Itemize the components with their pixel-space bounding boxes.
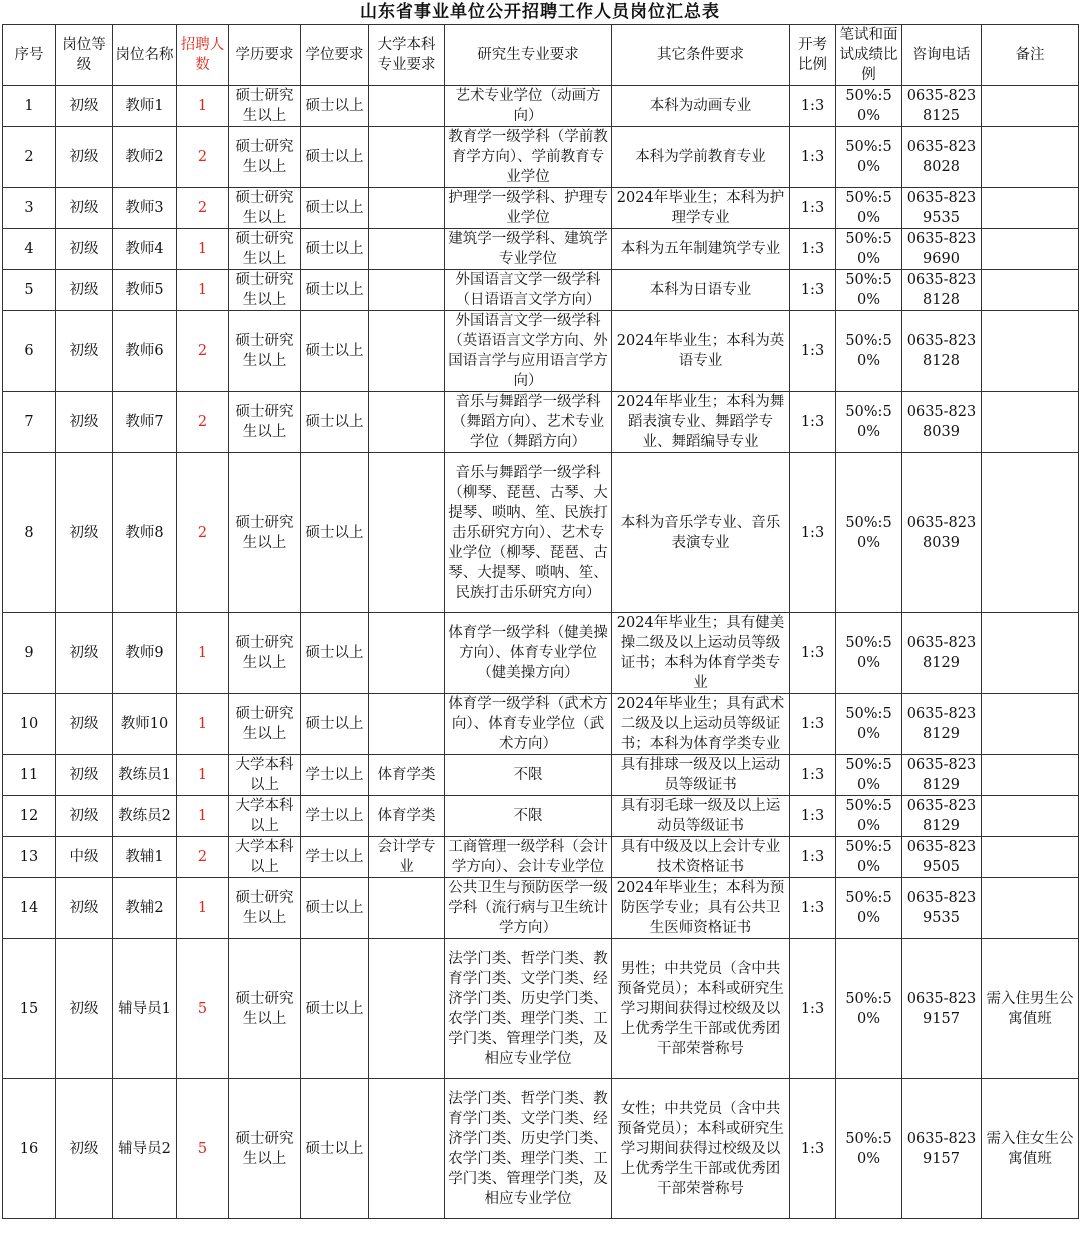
cell-exam-ratio: 1:3 [790, 86, 836, 127]
table-row [3, 694, 1079, 755]
cell-post-name: 教师7 [113, 392, 177, 453]
cell-postgrad-major: 外国语言文学一级学科（日语语言文学方向） [445, 270, 612, 311]
cell-count: 2 [177, 127, 229, 188]
cell-score-ratio: 50%:50% [836, 796, 902, 837]
cell-education: 硕士研究生以上 [229, 939, 301, 1079]
cell-exam-ratio: 1:3 [790, 694, 836, 755]
cell-degree: 硕士以上 [301, 878, 369, 939]
cell-no: 11 [3, 755, 56, 796]
cell-no: 6 [3, 311, 56, 392]
cell-level: 初级 [56, 270, 113, 311]
cell-degree: 硕士以上 [301, 1079, 369, 1219]
cell-note [982, 453, 1079, 613]
header-postgrad-major: 研究生专业要求 [445, 25, 612, 86]
cell-phone: 0635-8238028 [902, 127, 982, 188]
cell-other-conditions: 2024年毕业生；本科为预防医学专业；具有公共卫生医师资格证书 [612, 878, 790, 939]
cell-degree: 硕士以上 [301, 392, 369, 453]
cell-education: 硕士研究生以上 [229, 878, 301, 939]
cell-other-conditions: 女性；中共党员（含中共预备党员）；本科或研究生学习期间获得过校级及以上优秀学生干部或优秀团干部荣誉称号 [612, 1079, 790, 1219]
cell-note [982, 311, 1079, 392]
cell-education: 硕士研究生以上 [229, 188, 301, 229]
header-exam-ratio: 开考比例 [790, 25, 836, 86]
cell-postgrad-major: 法学门类、哲学门类、教育学门类、文学门类、经济学门类、历史学门类、农学门类、理学门类、工学门类、管理学门类，及相应专业学位 [445, 1079, 612, 1219]
cell-level: 初级 [56, 1079, 113, 1219]
cell-note [982, 796, 1079, 837]
cell-education: 硕士研究生以上 [229, 392, 301, 453]
cell-education: 大学本科以上 [229, 796, 301, 837]
cell-phone: 0635-8238129 [902, 755, 982, 796]
table-row [3, 392, 1079, 453]
cell-count: 2 [177, 188, 229, 229]
cell-education: 硕士研究生以上 [229, 229, 301, 270]
table-row [3, 613, 1079, 694]
cell-degree: 硕士以上 [301, 694, 369, 755]
cell-degree: 硕士以上 [301, 127, 369, 188]
cell-other-conditions: 2024年毕业生；本科为护理学专业 [612, 188, 790, 229]
header-degree: 学位要求 [301, 25, 369, 86]
cell-no: 2 [3, 127, 56, 188]
cell-postgrad-major: 音乐与舞蹈学一级学科（舞蹈方向）、艺术专业学位（舞蹈方向） [445, 392, 612, 453]
cell-other-conditions: 2024年毕业生；本科为英语专业 [612, 311, 790, 392]
cell-postgrad-major: 音乐与舞蹈学一级学科（柳琴、琵琶、古琴、大提琴、唢呐、笙、民族打击乐研究方向）、艺术专业学位（柳琴、琵琶、古琴、大提琴、唢呐、笙、民族打击乐研究方向） [445, 453, 612, 613]
cell-count: 1 [177, 796, 229, 837]
cell-undergrad-major [369, 694, 445, 755]
header-note: 备注 [982, 25, 1079, 86]
cell-undergrad-major: 会计学专业 [369, 837, 445, 878]
cell-note [982, 127, 1079, 188]
cell-phone: 0635-8239157 [902, 939, 982, 1079]
cell-exam-ratio: 1:3 [790, 613, 836, 694]
page-title: 山东省事业单位公开招聘工作人员岗位汇总表 [360, 2, 720, 22]
cell-level: 初级 [56, 694, 113, 755]
table-row [3, 311, 1079, 392]
cell-other-conditions: 具有中级及以上会计专业技术资格证书 [612, 837, 790, 878]
header-undergrad-major: 大学本科专业要求 [369, 25, 445, 86]
cell-exam-ratio: 1:3 [790, 229, 836, 270]
cell-no: 5 [3, 270, 56, 311]
cell-post-name: 教师4 [113, 229, 177, 270]
cell-postgrad-major: 不限 [445, 755, 612, 796]
cell-level: 初级 [56, 86, 113, 127]
cell-note [982, 613, 1079, 694]
cell-phone: 0635-8239535 [902, 878, 982, 939]
cell-exam-ratio: 1:3 [790, 755, 836, 796]
cell-education: 硕士研究生以上 [229, 694, 301, 755]
cell-phone: 0635-8239157 [902, 1079, 982, 1219]
cell-postgrad-major: 建筑学一级学科、建筑学专业学位 [445, 229, 612, 270]
cell-no: 10 [3, 694, 56, 755]
cell-undergrad-major [369, 311, 445, 392]
cell-level: 初级 [56, 878, 113, 939]
cell-level: 初级 [56, 453, 113, 613]
header-education: 学历要求 [229, 25, 301, 86]
table-header-row [3, 25, 1079, 86]
cell-postgrad-major: 公共卫生与预防医学一级学科（流行病与卫生统计学方向） [445, 878, 612, 939]
cell-postgrad-major: 法学门类、哲学门类、教育学门类、文学门类、经济学门类、历史学门类、农学门类、理学门类、工学门类、管理学门类，及相应专业学位 [445, 939, 612, 1079]
cell-note: 需入住女生公寓值班 [982, 1079, 1079, 1219]
cell-score-ratio: 50%:50% [836, 694, 902, 755]
table-row [3, 86, 1079, 127]
cell-post-name: 教师3 [113, 188, 177, 229]
cell-undergrad-major [369, 453, 445, 613]
cell-degree: 硕士以上 [301, 270, 369, 311]
cell-exam-ratio: 1:3 [790, 837, 836, 878]
cell-score-ratio: 50%:50% [836, 755, 902, 796]
cell-undergrad-major: 体育学类 [369, 755, 445, 796]
cell-score-ratio: 50%:50% [836, 188, 902, 229]
cell-post-name: 教师2 [113, 127, 177, 188]
cell-degree: 学士以上 [301, 755, 369, 796]
cell-count: 1 [177, 694, 229, 755]
cell-count: 5 [177, 1079, 229, 1219]
cell-count: 1 [177, 86, 229, 127]
cell-score-ratio: 50%:50% [836, 270, 902, 311]
cell-count: 5 [177, 939, 229, 1079]
cell-post-name: 教师8 [113, 453, 177, 613]
cell-post-name: 教师10 [113, 694, 177, 755]
cell-education: 硕士研究生以上 [229, 270, 301, 311]
cell-count: 1 [177, 755, 229, 796]
cell-note [982, 188, 1079, 229]
table-row [3, 270, 1079, 311]
cell-phone: 0635-8239505 [902, 837, 982, 878]
cell-note: 需入住男生公寓值班 [982, 939, 1079, 1079]
cell-exam-ratio: 1:3 [790, 796, 836, 837]
cell-note [982, 270, 1079, 311]
cell-count: 2 [177, 453, 229, 613]
cell-level: 中级 [56, 837, 113, 878]
cell-education: 硕士研究生以上 [229, 86, 301, 127]
cell-post-name: 教辅1 [113, 837, 177, 878]
table-row [3, 837, 1079, 878]
recruitment-table [2, 24, 1079, 1219]
cell-exam-ratio: 1:3 [790, 188, 836, 229]
cell-postgrad-major: 工商管理一级学科（会计学方向）、会计专业学位 [445, 837, 612, 878]
cell-undergrad-major [369, 1079, 445, 1219]
table-row [3, 453, 1079, 613]
cell-no: 4 [3, 229, 56, 270]
cell-phone: 0635-8238039 [902, 453, 982, 613]
cell-count: 1 [177, 613, 229, 694]
cell-score-ratio: 50%:50% [836, 939, 902, 1079]
cell-exam-ratio: 1:3 [790, 1079, 836, 1219]
cell-postgrad-major: 护理学一级学科、护理专业学位 [445, 188, 612, 229]
cell-post-name: 教师1 [113, 86, 177, 127]
cell-level: 初级 [56, 796, 113, 837]
cell-score-ratio: 50%:50% [836, 86, 902, 127]
cell-no: 3 [3, 188, 56, 229]
cell-other-conditions: 本科为动画专业 [612, 86, 790, 127]
table-row [3, 796, 1079, 837]
cell-other-conditions: 2024年毕业生；本科为舞蹈表演专业、舞蹈学专业、舞蹈编导专业 [612, 392, 790, 453]
table-row [3, 1079, 1079, 1219]
cell-post-name: 辅导员2 [113, 1079, 177, 1219]
header-other-conditions: 其它条件要求 [612, 25, 790, 86]
cell-no: 16 [3, 1079, 56, 1219]
cell-phone: 0635-8238129 [902, 796, 982, 837]
cell-score-ratio: 50%:50% [836, 392, 902, 453]
header-phone: 咨询电话 [902, 25, 982, 86]
cell-education: 大学本科以上 [229, 837, 301, 878]
table-row [3, 229, 1079, 270]
cell-level: 初级 [56, 127, 113, 188]
cell-note [982, 837, 1079, 878]
cell-other-conditions: 2024年毕业生；具有健美操二级及以上运动员等级证书；本科为体育学类专业 [612, 613, 790, 694]
cell-count: 1 [177, 270, 229, 311]
cell-level: 初级 [56, 392, 113, 453]
cell-count: 2 [177, 837, 229, 878]
table-row [3, 755, 1079, 796]
cell-education: 硕士研究生以上 [229, 311, 301, 392]
table-row [3, 939, 1079, 1079]
cell-degree: 硕士以上 [301, 939, 369, 1079]
table-row [3, 188, 1079, 229]
cell-other-conditions: 本科为学前教育专业 [612, 127, 790, 188]
cell-degree: 硕士以上 [301, 453, 369, 613]
cell-score-ratio: 50%:50% [836, 837, 902, 878]
cell-score-ratio: 50%:50% [836, 1079, 902, 1219]
cell-phone: 0635-8239690 [902, 229, 982, 270]
header-count: 招聘人数 [177, 25, 229, 86]
cell-exam-ratio: 1:3 [790, 270, 836, 311]
cell-education: 硕士研究生以上 [229, 127, 301, 188]
cell-score-ratio: 50%:50% [836, 613, 902, 694]
cell-post-name: 教师9 [113, 613, 177, 694]
cell-no: 15 [3, 939, 56, 1079]
cell-undergrad-major [369, 392, 445, 453]
cell-no: 8 [3, 453, 56, 613]
cell-other-conditions: 本科为音乐学专业、音乐表演专业 [612, 453, 790, 613]
cell-other-conditions: 2024年毕业生；具有武术二级及以上运动员等级证书；本科为体育学类专业 [612, 694, 790, 755]
cell-score-ratio: 50%:50% [836, 878, 902, 939]
cell-level: 初级 [56, 311, 113, 392]
table-row [3, 878, 1079, 939]
cell-post-name: 教练员1 [113, 755, 177, 796]
cell-undergrad-major [369, 127, 445, 188]
cell-other-conditions: 具有排球一级及以上运动员等级证书 [612, 755, 790, 796]
cell-education: 硕士研究生以上 [229, 453, 301, 613]
header-post-name: 岗位名称 [113, 25, 177, 86]
cell-post-name: 教师5 [113, 270, 177, 311]
cell-other-conditions: 男性；中共党员（含中共预备党员）；本科或研究生学习期间获得过校级及以上优秀学生干部或优秀团干部荣誉称号 [612, 939, 790, 1079]
cell-phone: 0635-8238128 [902, 270, 982, 311]
header-score-ratio: 笔试和面试成绩比例 [836, 25, 902, 86]
cell-postgrad-major: 教育学一级学科（学前教育学方向）、学前教育专业学位 [445, 127, 612, 188]
cell-degree: 学士以上 [301, 837, 369, 878]
cell-degree: 硕士以上 [301, 86, 369, 127]
cell-post-name: 教练员2 [113, 796, 177, 837]
cell-post-name: 教辅2 [113, 878, 177, 939]
cell-score-ratio: 50%:50% [836, 453, 902, 613]
cell-count: 2 [177, 311, 229, 392]
cell-phone: 0635-8239535 [902, 188, 982, 229]
cell-no: 9 [3, 613, 56, 694]
cell-exam-ratio: 1:3 [790, 392, 836, 453]
cell-level: 初级 [56, 188, 113, 229]
cell-postgrad-major: 体育学一级学科（健美操方向）、体育专业学位（健美操方向） [445, 613, 612, 694]
cell-score-ratio: 50%:50% [836, 229, 902, 270]
cell-undergrad-major: 体育学类 [369, 796, 445, 837]
cell-degree: 硕士以上 [301, 311, 369, 392]
cell-score-ratio: 50%:50% [836, 127, 902, 188]
cell-degree: 学士以上 [301, 796, 369, 837]
cell-count: 2 [177, 392, 229, 453]
cell-level: 初级 [56, 755, 113, 796]
cell-post-name: 教师6 [113, 311, 177, 392]
cell-other-conditions: 具有羽毛球一级及以上运动员等级证书 [612, 796, 790, 837]
cell-postgrad-major: 不限 [445, 796, 612, 837]
cell-note [982, 694, 1079, 755]
cell-level: 初级 [56, 939, 113, 1079]
cell-level: 初级 [56, 229, 113, 270]
cell-undergrad-major [369, 229, 445, 270]
header-level: 岗位等级 [56, 25, 113, 86]
cell-undergrad-major [369, 613, 445, 694]
cell-degree: 硕士以上 [301, 188, 369, 229]
cell-other-conditions: 本科为日语专业 [612, 270, 790, 311]
cell-note [982, 229, 1079, 270]
cell-no: 14 [3, 878, 56, 939]
header-no: 序号 [3, 25, 56, 86]
cell-note [982, 878, 1079, 939]
cell-count: 1 [177, 229, 229, 270]
cell-other-conditions: 本科为五年制建筑学专业 [612, 229, 790, 270]
table-row [3, 127, 1079, 188]
cell-level: 初级 [56, 613, 113, 694]
cell-phone: 0635-8238128 [902, 311, 982, 392]
cell-phone: 0635-8238039 [902, 392, 982, 453]
table-body [3, 86, 1079, 1219]
cell-education: 硕士研究生以上 [229, 1079, 301, 1219]
cell-no: 13 [3, 837, 56, 878]
cell-no: 12 [3, 796, 56, 837]
cell-post-name: 辅导员1 [113, 939, 177, 1079]
cell-phone: 0635-8238129 [902, 694, 982, 755]
cell-phone: 0635-8238129 [902, 613, 982, 694]
cell-degree: 硕士以上 [301, 613, 369, 694]
cell-education: 大学本科以上 [229, 755, 301, 796]
cell-undergrad-major [369, 270, 445, 311]
cell-note [982, 755, 1079, 796]
cell-count: 1 [177, 878, 229, 939]
cell-education: 硕士研究生以上 [229, 613, 301, 694]
cell-postgrad-major: 体育学一级学科（武术方向）、体育专业学位（武术方向） [445, 694, 612, 755]
cell-score-ratio: 50%:50% [836, 311, 902, 392]
cell-undergrad-major [369, 878, 445, 939]
cell-degree: 硕士以上 [301, 229, 369, 270]
cell-exam-ratio: 1:3 [790, 878, 836, 939]
cell-note [982, 392, 1079, 453]
cell-exam-ratio: 1:3 [790, 453, 836, 613]
cell-exam-ratio: 1:3 [790, 127, 836, 188]
cell-phone: 0635-8238125 [902, 86, 982, 127]
cell-note [982, 86, 1079, 127]
cell-undergrad-major [369, 86, 445, 127]
cell-undergrad-major [369, 939, 445, 1079]
cell-undergrad-major [369, 188, 445, 229]
cell-no: 7 [3, 392, 56, 453]
cell-exam-ratio: 1:3 [790, 939, 836, 1079]
cell-exam-ratio: 1:3 [790, 311, 836, 392]
cell-postgrad-major: 外国语言文学一级学科（英语语言文学方向、外国语言学与应用语言学方向） [445, 311, 612, 392]
cell-no: 1 [3, 86, 56, 127]
cell-postgrad-major: 艺术专业学位（动画方向） [445, 86, 612, 127]
